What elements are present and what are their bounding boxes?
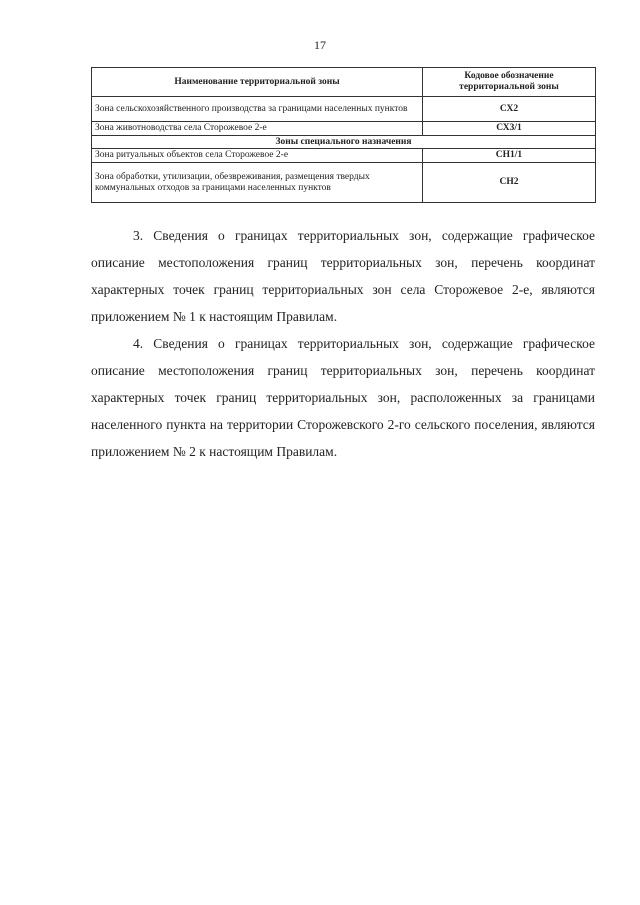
table-row — [92, 122, 596, 136]
zones-table — [91, 67, 596, 203]
zone-name-cell: Зона обработки, утилизации, обезвреживания, размещения твердых коммунальных отходов за границами населенных пунктов — [92, 163, 423, 203]
page-number: 17 — [314, 38, 326, 52]
zone-code-cell: СХ3/1 — [423, 122, 596, 136]
section-heading: Зоны специального назначения — [92, 136, 596, 149]
zone-name-cell: Зона ритуальных объектов села Сторожевое 2-е — [92, 149, 423, 163]
zone-name-cell: Зона сельскохозяйственного производства за границами населенных пунктов — [92, 97, 423, 122]
paragraph: 3. Сведения о границах территориальных зон, содержащие графическое описание местоположения границ территориальных зон, перечень координат характерных точек границ территориальных зон села Сторожевое 2-е, являются приложением № 1 к настоящим Правилам. — [91, 228, 595, 324]
table-row — [92, 163, 596, 203]
header-zone-code: Кодовое обозначение территориальной зоны — [423, 68, 596, 97]
table-row — [92, 149, 596, 163]
zone-name-cell: Зона животноводства села Сторожевое 2-е — [92, 122, 423, 136]
zone-code-cell: СН2 — [423, 163, 596, 203]
zone-code-cell: СХ2 — [423, 97, 596, 122]
table-section-row — [92, 136, 596, 149]
header-zone-name: Наименование территориальной зоны — [92, 68, 423, 97]
paragraph: 4. Сведения о границах территориальных зон, содержащие графическое описание местоположения границ территориальных зон, перечень координат характерных точек границ территориальных зон, расположенных за границами населенного пункта на территории Сторожевского 2-го сельского поселения, являются приложением № 2 к настоящим Правилам. — [91, 336, 595, 459]
body-text — [91, 222, 595, 465]
table-header-row — [92, 68, 596, 97]
table-row — [92, 97, 596, 122]
zone-code-cell: СН1/1 — [423, 149, 596, 163]
